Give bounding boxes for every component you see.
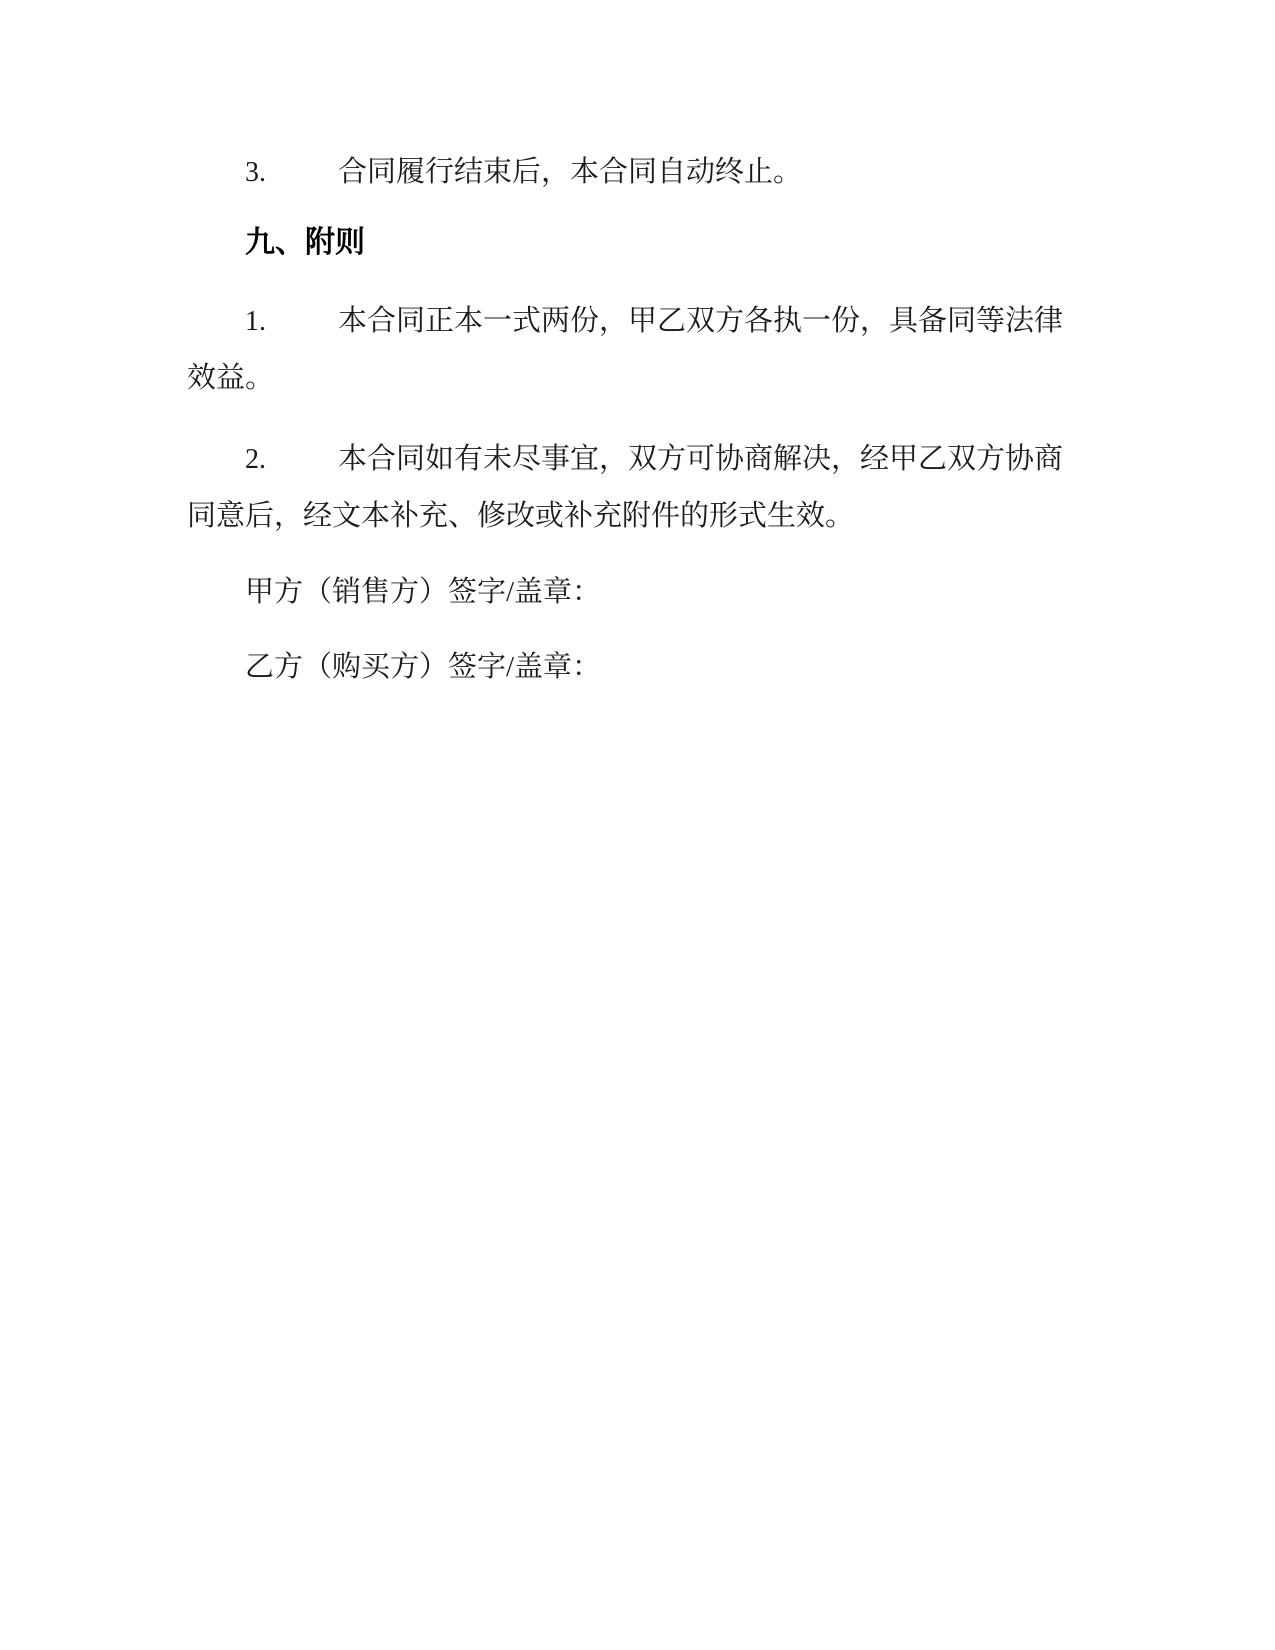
clause-item-2	[187, 431, 1088, 545]
section-heading-appendix: 九、附则	[245, 226, 365, 259]
list-number: 3.	[245, 157, 266, 188]
clause-item-3	[187, 144, 1088, 201]
list-number: 1.	[245, 306, 266, 337]
signature-line-party-b: 乙方（购买方）签字/盖章：	[245, 651, 602, 683]
clause-text: 本合同正本一式两份，甲乙双方各执一份，具备同等法律效益。	[187, 305, 1064, 394]
clause-item-1	[187, 293, 1088, 407]
signature-line-party-a: 甲方（销售方）签字/盖章：	[245, 576, 602, 608]
clause-text: 合同履行结束后，本合同自动终止。	[338, 156, 803, 188]
clause-text: 本合同如有未尽事宜，双方可协商解决，经甲乙双方协商同意后，经文本补充、修改或补充附件的形式生效。	[187, 443, 1064, 532]
list-number: 2.	[245, 444, 266, 475]
